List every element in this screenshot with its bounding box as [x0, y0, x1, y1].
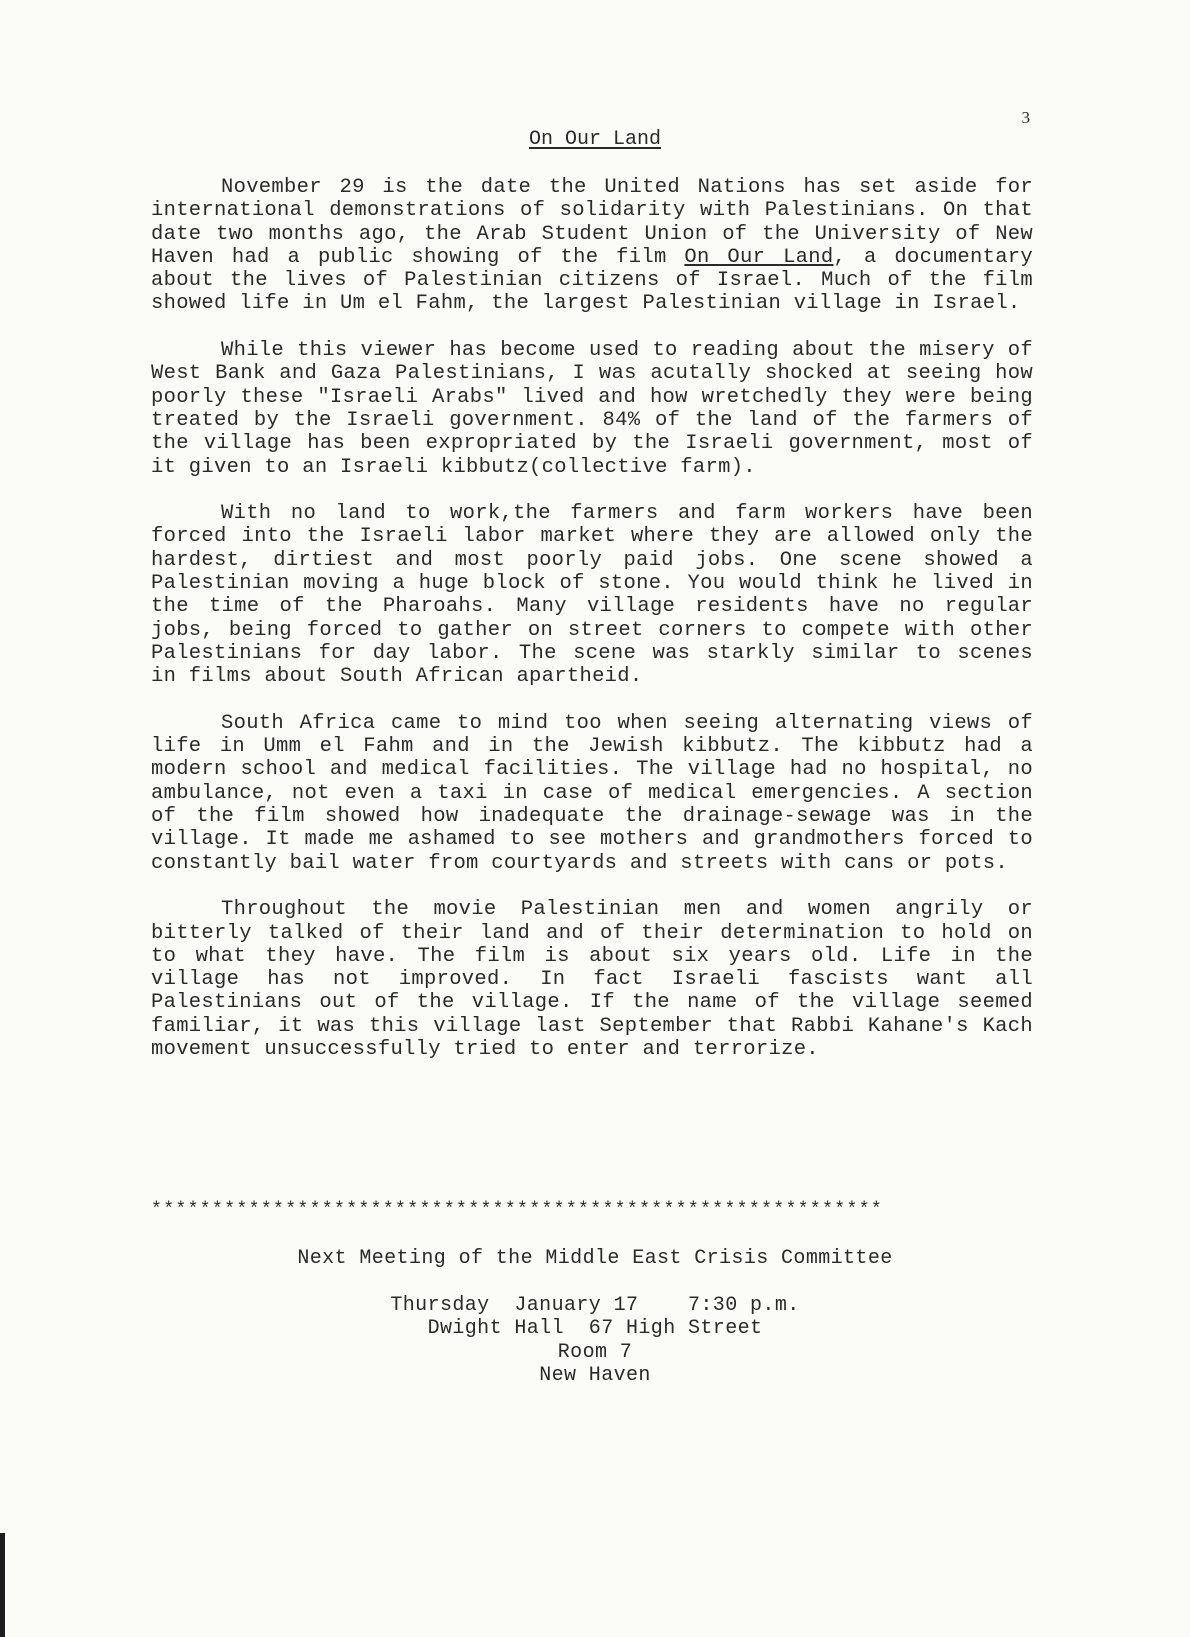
paragraph-5: Throughout the movie Palestinian men and women angrily or bitterly talked of their land and of their determination to hold on to what they have. The film is about six years old. Life in the village has not improved. In fact Israeli fascists want all Palestinians out of the village. If the name of the village seemed familiar, it was this village last September that Rabbi Kahane's Kach movement unsuccessfully tried to enter and terrorize. — [151, 898, 1033, 1061]
paragraph-3: With no land to work,the farmers and farm workers have been forced into the Israeli labor market where they are allowed only the hardest, dirtiest and most poorly paid jobs. One scene showed a Palestinian moving a huge block of stone. You would think he lived in the time of the Pharoahs. Many village residents have no regular jobs, being forced to gather on street corners to compete with other Palestinians for day labor. The scene was starkly similar to scenes in films about South African apartheid. — [151, 502, 1033, 689]
article-title — [0, 128, 1190, 151]
meeting-notice — [0, 1247, 1190, 1388]
paragraph-1-start: November 29 is the date the United Nations has set aside for international demonstrations of solidarity with Palestinians. On that date two months ago, the Arab Student Union of the University of New Haven had a public showing of the film — [151, 176, 1033, 269]
article-body — [151, 176, 1033, 1085]
paragraph-1 — [151, 176, 1033, 316]
article-title-text: On Our Land — [528, 128, 662, 151]
film-title: On Our Land — [684, 245, 834, 269]
paragraph-1-end: , a documentary about the lives of Palestinian citizens of Israel. Much of the film showed life in Um el Fahm, the largest Palestinian village in Israel. — [151, 245, 1034, 316]
meeting-city: New Haven — [539, 1364, 651, 1387]
separator-line: ************************************************************ — [151, 1200, 884, 1220]
paragraph-4: South Africa came to mind too when seeing alternating views of life in Umm el Fahm and in the Jewish kibbutz. The kibbutz had a modern school and medical facilities. The village had no hospital, no ambulance, not even a taxi in case of medical emergencies. A section of the film showed how inadequate the drainage-sewage was in the village. It made me ashamed to see mothers and grandmothers forced to constantly bail water from courtyards and streets with cans or pots. — [151, 711, 1033, 875]
paragraph-2: While this viewer has become used to reading about the misery of West Bank and Gaza Palestinians, I was acutally shocked at seeing how poorly these "Israeli Arabs" lived and how wretchedly they were being treated by the Israeli government. 84% of the land of the farmers of the village has been expropriated by the Israeli government, most of it given to an Israeli kibbutz(collective farm). — [151, 339, 1033, 479]
scan-edge — [0, 1533, 5, 1637]
page-number: 3 — [1021, 108, 1030, 127]
meeting-datetime: Thursday January 17 7:30 p.m. — [390, 1293, 800, 1317]
meeting-room: Room 7 — [557, 1340, 633, 1364]
meeting-location: Dwight Hall 67 High Street — [427, 1317, 763, 1340]
meeting-heading: Next Meeting of the Middle East Crisis Committee — [297, 1247, 893, 1270]
